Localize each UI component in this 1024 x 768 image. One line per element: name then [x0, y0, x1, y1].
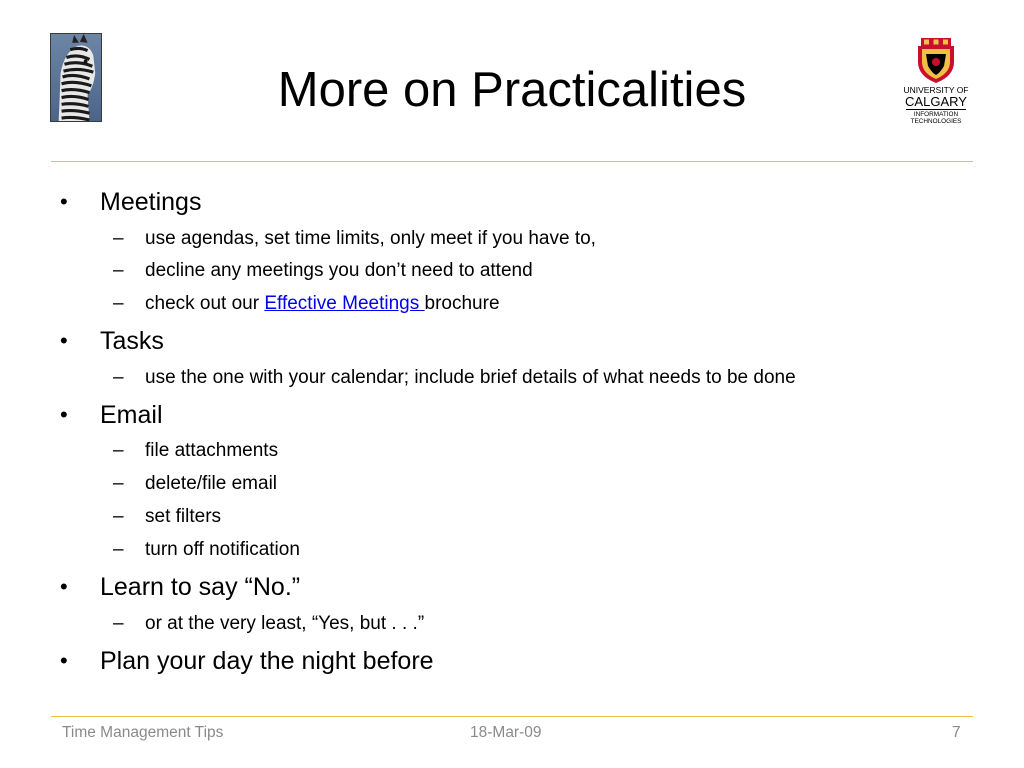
sub-item [113, 259, 533, 283]
dash-mark: – [113, 539, 124, 560]
sub-item [113, 538, 300, 562]
sub-item [113, 439, 279, 463]
bullet-mark: • [60, 574, 68, 599]
sub-item-suffix: brochure [424, 293, 500, 314]
sub-item [113, 612, 425, 636]
logo-line-calgary: CALGARY [905, 94, 967, 109]
bullet-label: Tasks [100, 327, 164, 355]
sub-item-text: file attachments [145, 440, 279, 461]
dash-mark: – [113, 367, 124, 388]
footer-date: 18-Mar-09 [470, 724, 542, 741]
header-divider [51, 161, 973, 162]
bullet-mark: • [60, 189, 68, 214]
footer-page-number: 7 [952, 724, 961, 741]
bullet-plan-your-day [60, 646, 434, 676]
bullet-meetings [60, 187, 202, 217]
dash-mark: – [113, 613, 124, 634]
dash-mark: – [113, 506, 124, 527]
sub-item [113, 366, 796, 390]
sub-item-brochure [113, 292, 500, 316]
bullet-label: Email [100, 401, 163, 429]
bullet-label: Meetings [100, 188, 202, 216]
bullet-label: Learn to say “No.” [100, 573, 301, 601]
dash-mark: – [113, 440, 124, 461]
slide-title: More on Practicalities [277, 63, 747, 117]
sub-item [113, 505, 222, 529]
bullet-email [60, 400, 163, 430]
university-crest-icon [912, 36, 960, 84]
logo-line-technologies: TECHNOLOGIES [910, 118, 962, 125]
bullet-mark: • [60, 648, 68, 673]
footer-presentation-title: Time Management Tips [62, 724, 224, 741]
effective-meetings-link[interactable]: Effective Meetings [264, 293, 425, 314]
dash-mark: – [113, 473, 124, 494]
sub-item-text: use the one with your calendar; include brief details of what needs to be done [145, 367, 796, 388]
logo-divider [906, 109, 966, 110]
dash-mark: – [113, 293, 124, 314]
bullet-mark: • [60, 328, 68, 353]
sub-item-text: turn off notification [145, 539, 300, 560]
sub-item [113, 472, 278, 496]
sub-item [113, 227, 596, 251]
dash-mark: – [113, 260, 124, 281]
university-of-calgary-logo [898, 36, 974, 132]
dash-mark: – [113, 228, 124, 249]
logo-line-information: INFORMATION [913, 111, 959, 118]
bullet-learn-to-say-no [60, 572, 301, 602]
sub-item-text: or at the very least, “Yes, but . . .” [145, 613, 425, 634]
bullet-mark: • [60, 402, 68, 427]
sub-item-text: delete/file email [145, 473, 278, 494]
sub-item-text: decline any meetings you don’t need to attend [145, 260, 533, 281]
footer-divider [51, 716, 973, 717]
sub-item-prefix: check out our [145, 293, 265, 314]
sub-item-text: use agendas, set time limits, only meet if you have to, [145, 228, 596, 249]
bullet-label: Plan your day the night before [100, 647, 434, 675]
sub-item-text: set filters [145, 506, 222, 527]
logo-line-university-of: UNIVERSITY OF [903, 85, 969, 95]
bullet-tasks [60, 326, 164, 356]
